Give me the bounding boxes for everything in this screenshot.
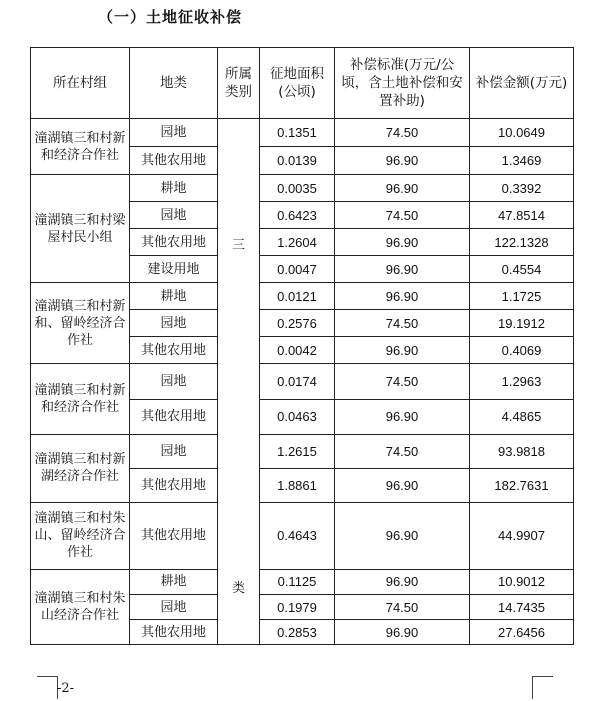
standard-cell: 96.90 — [335, 175, 470, 202]
amount-cell: 10.0649 — [470, 119, 574, 147]
amount-cell: 1.1725 — [470, 283, 574, 310]
standard-cell: 74.50 — [335, 595, 470, 620]
area-cell: 0.0174 — [260, 364, 335, 399]
page-corner-mark-left — [37, 676, 58, 699]
amount-cell: 1.3469 — [470, 147, 574, 175]
land-type-cell: 园地 — [130, 310, 218, 337]
standard-cell: 96.90 — [335, 620, 470, 645]
header-village: 所在村组 — [31, 48, 130, 119]
area-cell: 0.1979 — [260, 595, 335, 620]
area-cell: 0.1125 — [260, 569, 335, 594]
category-cell — [218, 119, 260, 645]
area-cell: 0.0047 — [260, 256, 335, 283]
amount-cell: 27.6456 — [470, 620, 574, 645]
header-area: 征地面积(公顷) — [260, 48, 335, 119]
village-cell: 潼湖镇三和村新湖经济合作社 — [31, 434, 130, 502]
village-cell: 潼湖镇三和村梁屋村民小组 — [31, 175, 130, 283]
standard-cell: 74.50 — [335, 310, 470, 337]
standard-cell: 96.90 — [335, 502, 470, 569]
village-cell: 潼湖镇三和村朱山经济合作社 — [31, 569, 130, 644]
area-cell: 0.0463 — [260, 399, 335, 434]
area-cell: 0.4643 — [260, 502, 335, 569]
land-type-cell: 其他农用地 — [130, 502, 218, 569]
page-corner-mark-right — [532, 676, 553, 699]
land-type-cell: 园地 — [130, 595, 218, 620]
amount-cell: 47.8514 — [470, 202, 574, 229]
amount-cell: 122.1328 — [470, 229, 574, 256]
table-row — [31, 569, 574, 594]
land-type-cell: 耕地 — [130, 175, 218, 202]
area-cell: 1.2604 — [260, 229, 335, 256]
land-type-cell: 园地 — [130, 434, 218, 468]
header-row — [31, 48, 574, 119]
area-cell: 0.0035 — [260, 175, 335, 202]
compensation-table — [30, 47, 574, 645]
amount-cell: 93.9818 — [470, 434, 574, 468]
land-type-cell: 其他农用地 — [130, 229, 218, 256]
standard-cell: 74.50 — [335, 364, 470, 399]
table-row — [31, 119, 574, 147]
land-type-cell: 建设用地 — [130, 256, 218, 283]
header-amount: 补偿金额(万元) — [470, 48, 574, 119]
standard-cell: 96.90 — [335, 283, 470, 310]
standard-cell: 96.90 — [335, 147, 470, 175]
section-title: （一）土地征收补偿 — [98, 8, 243, 26]
village-cell: 潼湖镇三和村新和经济合作社 — [31, 119, 130, 175]
table-row — [31, 502, 574, 569]
land-type-cell: 耕地 — [130, 569, 218, 594]
area-cell: 0.2853 — [260, 620, 335, 645]
land-type-cell: 园地 — [130, 202, 218, 229]
table-row — [31, 283, 574, 310]
area-cell: 1.8861 — [260, 468, 335, 502]
land-type-cell: 其他农用地 — [130, 399, 218, 434]
amount-cell: 0.4069 — [470, 337, 574, 364]
amount-cell: 0.4554 — [470, 256, 574, 283]
table-row — [31, 364, 574, 399]
land-type-cell: 其他农用地 — [130, 620, 218, 645]
amount-cell: 19.1912 — [470, 310, 574, 337]
village-cell: 潼湖镇三和村新和经济合作社 — [31, 364, 130, 434]
village-cell: 潼湖镇三和村新和、留岭经济合作社 — [31, 283, 130, 364]
table-row — [31, 175, 574, 202]
amount-cell: 0.3392 — [470, 175, 574, 202]
land-type-cell: 其他农用地 — [130, 147, 218, 175]
amount-cell: 10.9012 — [470, 569, 574, 594]
category-char: 类 — [231, 581, 245, 596]
area-cell: 0.6423 — [260, 202, 335, 229]
amount-cell: 4.4865 — [470, 399, 574, 434]
header-category: 所属类别 — [218, 48, 260, 119]
table-body — [31, 119, 574, 645]
area-cell: 1.2615 — [260, 434, 335, 468]
amount-cell: 44.9907 — [470, 502, 574, 569]
standard-cell: 96.90 — [335, 229, 470, 256]
standard-cell: 96.90 — [335, 468, 470, 502]
area-cell: 0.1351 — [260, 119, 335, 147]
standard-cell: 96.90 — [335, 399, 470, 434]
amount-cell: 1.2963 — [470, 364, 574, 399]
area-cell: 0.2576 — [260, 310, 335, 337]
standard-cell: 74.50 — [335, 202, 470, 229]
land-type-cell: 园地 — [130, 119, 218, 147]
area-cell: 0.0042 — [260, 337, 335, 364]
land-type-cell: 其他农用地 — [130, 468, 218, 502]
area-cell: 0.0139 — [260, 147, 335, 175]
header-standard: 补偿标准(万元/公顷，含土地补偿和安置补助) — [335, 48, 470, 119]
standard-cell: 74.50 — [335, 119, 470, 147]
standard-cell: 96.90 — [335, 337, 470, 364]
standard-cell: 74.50 — [335, 434, 470, 468]
village-cell: 潼湖镇三和村朱山、留岭经济合作社 — [31, 502, 130, 569]
standard-cell: 96.90 — [335, 569, 470, 594]
standard-cell: 96.90 — [335, 256, 470, 283]
land-type-cell: 其他农用地 — [130, 337, 218, 364]
amount-cell: 182.7631 — [470, 468, 574, 502]
category-char: 三 — [231, 238, 245, 253]
land-type-cell: 园地 — [130, 364, 218, 399]
land-type-cell: 耕地 — [130, 283, 218, 310]
area-cell: 0.0121 — [260, 283, 335, 310]
table-row — [31, 434, 574, 468]
header-land-type: 地类 — [130, 48, 218, 119]
page-number: -2- — [57, 681, 75, 696]
amount-cell: 14.7435 — [470, 595, 574, 620]
